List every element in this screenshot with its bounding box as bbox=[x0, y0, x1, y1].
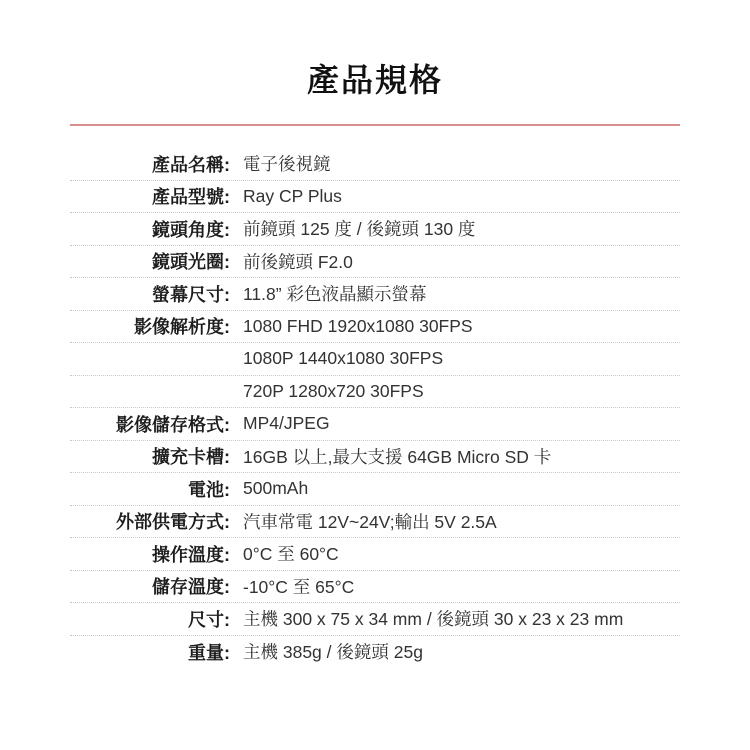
spec-label: 擴充卡槽: bbox=[152, 447, 230, 468]
spec-row bbox=[70, 181, 680, 214]
spec-value: 1080 FHD 1920x1080 30FPS bbox=[243, 315, 473, 336]
spec-value: -10°C 至 65°C bbox=[243, 576, 355, 597]
spec-value: 1080P 1440x1080 30FPS bbox=[243, 348, 444, 369]
spec-row bbox=[70, 636, 680, 669]
spec-row bbox=[70, 343, 680, 376]
spec-row bbox=[70, 506, 680, 539]
spec-label: 操作溫度: bbox=[152, 544, 230, 565]
spec-row bbox=[70, 473, 680, 506]
spec-value: 500mAh bbox=[243, 478, 309, 499]
spec-value: 汽車常電 12V~24V;輸出 5V 2.5A bbox=[243, 511, 497, 532]
spec-value: 電子後視鏡 bbox=[243, 154, 331, 175]
spec-row bbox=[70, 408, 680, 441]
spec-row bbox=[70, 571, 680, 604]
spec-value: Ray CP Plus bbox=[243, 185, 342, 206]
spec-label: 儲存溫度: bbox=[152, 577, 230, 598]
spec-label: 尺寸: bbox=[188, 609, 230, 630]
spec-value: 主機 300 x 75 x 34 mm / 後鏡頭 30 x 23 x 23 mm bbox=[243, 609, 624, 630]
spec-row bbox=[70, 538, 680, 571]
spec-label: 重量: bbox=[188, 642, 230, 663]
page-title: 產品規格 bbox=[306, 62, 443, 98]
spec-label: 產品名稱: bbox=[152, 154, 230, 175]
spec-label: 影像解析度: bbox=[134, 317, 230, 338]
red-divider-line bbox=[70, 124, 680, 126]
spec-value: 11.8” 彩色液晶顯示螢幕 bbox=[243, 284, 427, 305]
spec-row bbox=[70, 246, 680, 279]
spec-value: 0°C 至 60°C bbox=[243, 544, 339, 565]
spec-value: 主機 385g / 後鏡頭 25g bbox=[243, 642, 423, 663]
spec-row bbox=[70, 311, 680, 344]
spec-label: 螢幕尺寸: bbox=[152, 284, 230, 305]
spec-row bbox=[70, 441, 680, 474]
spec-row bbox=[70, 278, 680, 311]
spec-value: 720P 1280x720 30FPS bbox=[243, 380, 424, 401]
spec-row bbox=[70, 148, 680, 181]
spec-table bbox=[70, 148, 680, 668]
spec-value: 前鏡頭 125 度 / 後鏡頭 130 度 bbox=[243, 219, 476, 240]
spec-row bbox=[70, 376, 680, 409]
spec-label: 鏡頭光圈: bbox=[152, 252, 230, 273]
spec-label: 鏡頭角度: bbox=[152, 219, 230, 240]
spec-label: 影像儲存格式: bbox=[116, 414, 230, 435]
spec-value: 16GB 以上,最大支援 64GB Micro SD 卡 bbox=[243, 446, 552, 467]
spec-label: 產品型號: bbox=[152, 187, 230, 208]
spec-value: MP4/JPEG bbox=[243, 413, 330, 434]
spec-row bbox=[70, 603, 680, 636]
spec-row bbox=[70, 213, 680, 246]
spec-label: 外部供電方式: bbox=[116, 512, 230, 533]
spec-value: 前後鏡頭 F2.0 bbox=[243, 251, 353, 272]
spec-label: 電池: bbox=[188, 479, 230, 500]
